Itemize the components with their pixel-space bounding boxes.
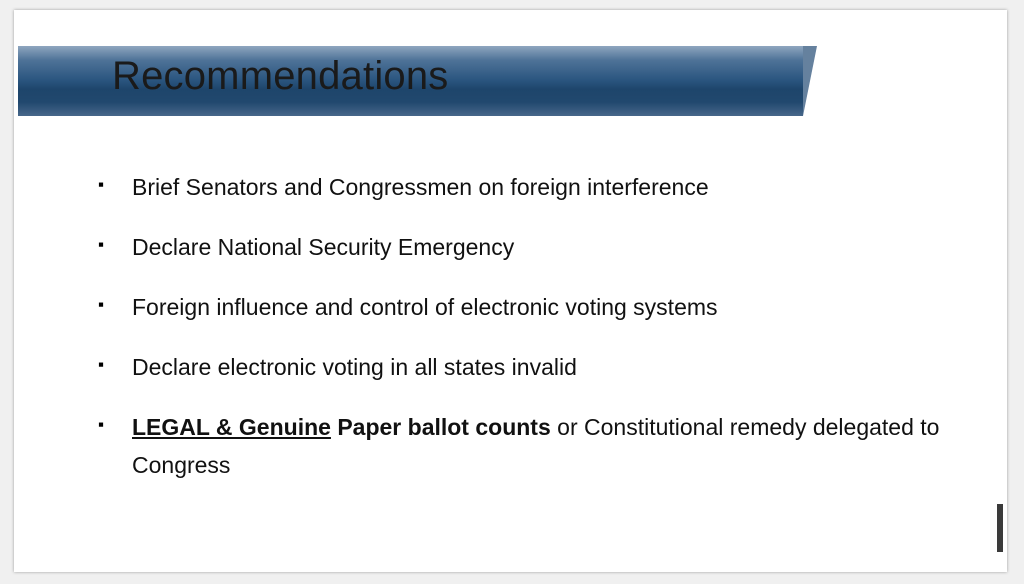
bullet-square-icon: ▪ bbox=[98, 355, 105, 374]
list-item-text: Declare National Security Emergency bbox=[132, 234, 515, 260]
scrollbar-thumb[interactable] bbox=[997, 504, 1003, 552]
list-item-text: Brief Senators and Congressmen on foreign interference bbox=[132, 174, 709, 200]
list-item-text: LEGAL & Genuine Paper ballot counts or Constitutional remedy delegated to Congress bbox=[132, 414, 940, 478]
bullet-square-icon: ▪ bbox=[98, 415, 105, 434]
list-item bbox=[98, 348, 958, 386]
page-title: Recommendations bbox=[112, 54, 449, 98]
list-item-text: Declare electronic voting in all states invalid bbox=[132, 354, 577, 380]
list-item-text: Foreign influence and control of electronic voting systems bbox=[132, 294, 718, 320]
list-item bbox=[98, 288, 958, 326]
bullet-square-icon: ▪ bbox=[98, 235, 105, 254]
list-item bbox=[98, 408, 958, 484]
bullet-square-icon: ▪ bbox=[98, 175, 105, 194]
bullet-square-icon: ▪ bbox=[98, 295, 105, 314]
list-item bbox=[98, 228, 958, 266]
list-item bbox=[98, 168, 958, 206]
bullet-list bbox=[98, 168, 958, 506]
slide-canvas bbox=[14, 10, 1007, 572]
